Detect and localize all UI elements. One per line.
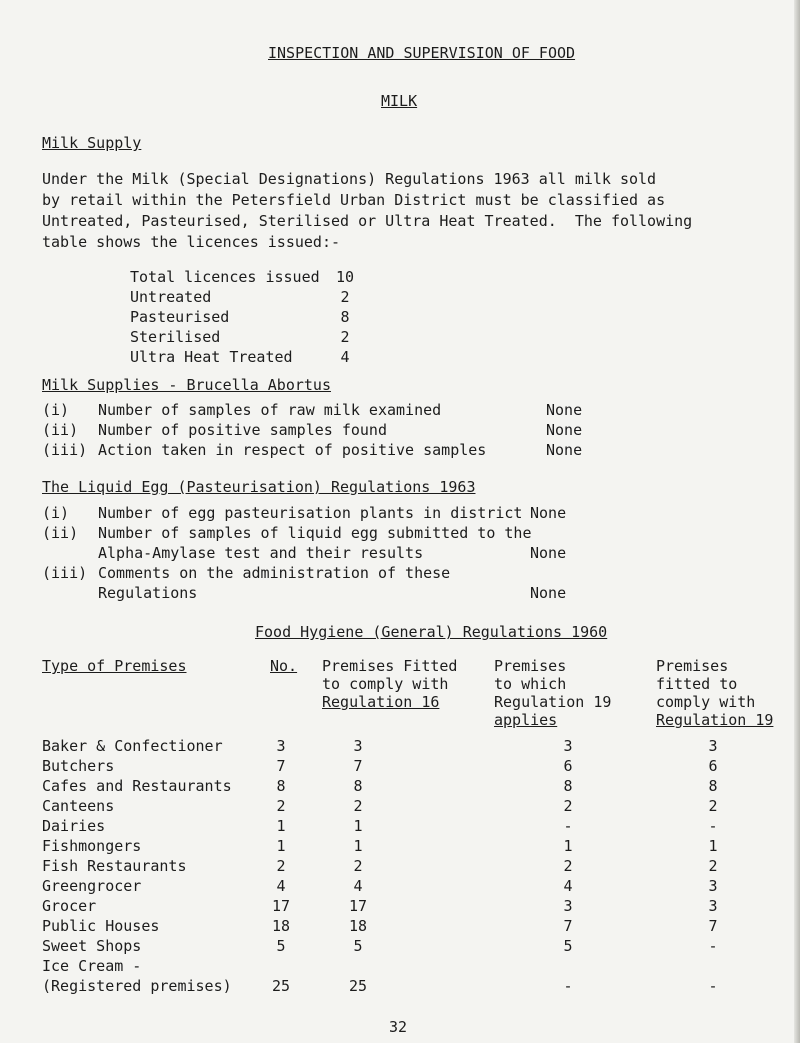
page-edge xyxy=(794,0,800,1043)
table-cell-fitted: 4 xyxy=(353,877,363,895)
list-text: Number of samples of raw milk examined xyxy=(98,401,442,419)
list-text: Alpha-Amylase test and their results xyxy=(98,544,424,562)
brucella-heading: Milk Supplies - Brucella Abortus xyxy=(42,376,331,394)
table-cell-fitted19: - xyxy=(708,817,718,835)
table-cell-applies: 2 xyxy=(563,797,573,815)
table-header-fitted19: Premises xyxy=(656,657,729,675)
list-text: Number of positive samples found xyxy=(98,421,387,439)
list-number: (ii) xyxy=(42,421,79,439)
table-cell-fitted: 25 xyxy=(348,977,368,995)
milk-supply-para-line: by retail within the Petersfield Urban District must be classified as xyxy=(42,191,666,209)
table-cell-type: (Registered premises) xyxy=(42,977,232,995)
table-cell-fitted: 17 xyxy=(348,897,368,915)
table-cell-fitted: 1 xyxy=(353,817,363,835)
table-cell-applies: 7 xyxy=(563,917,573,935)
list-text: Number of egg pasteurisation plants in district xyxy=(98,504,523,522)
table-cell-fitted: 7 xyxy=(353,757,363,775)
table-cell-type: Fish Restaurants xyxy=(42,857,187,875)
list-number: (i) xyxy=(42,504,70,522)
table-header-fitted19: fitted to xyxy=(656,675,738,693)
table-cell-applies: 8 xyxy=(563,777,573,795)
list-value: None xyxy=(530,504,567,522)
table-cell-applies: 4 xyxy=(563,877,573,895)
table-header-fitted: to comply with xyxy=(322,675,449,693)
table-cell-type: Ice Cream - xyxy=(42,957,142,975)
table-cell-type: Sweet Shops xyxy=(42,937,142,955)
table-cell-no: 1 xyxy=(276,817,286,835)
table-header-applies: applies xyxy=(494,711,558,729)
licence-value: 2 xyxy=(340,288,350,306)
table-header-no: No. xyxy=(270,657,298,675)
table-cell-applies: 5 xyxy=(563,937,573,955)
page-title: INSPECTION AND SUPERVISION OF FOOD xyxy=(268,44,576,62)
table-cell-fitted19: - xyxy=(708,977,718,995)
table-cell-no: 7 xyxy=(276,757,286,775)
licence-label: Pasteurised xyxy=(130,308,230,326)
licence-label: Untreated xyxy=(130,288,212,306)
table-cell-fitted19: - xyxy=(708,937,718,955)
table-cell-type: Grocer xyxy=(42,897,97,915)
table-cell-fitted19: 2 xyxy=(708,797,718,815)
table-cell-no: 2 xyxy=(276,797,286,815)
list-number: (i) xyxy=(42,401,70,419)
page-number: 32 xyxy=(388,1018,408,1036)
table-cell-applies: 2 xyxy=(563,857,573,875)
table-cell-type: Baker & Confectioner xyxy=(42,737,223,755)
table-cell-type: Canteens xyxy=(42,797,115,815)
food-hygiene-heading: Food Hygiene (General) Regulations 1960 xyxy=(255,623,608,641)
table-header-applies: to which xyxy=(494,675,567,693)
table-cell-fitted: 2 xyxy=(353,857,363,875)
table-cell-no: 17 xyxy=(271,897,291,915)
table-cell-fitted19: 8 xyxy=(708,777,718,795)
table-cell-no: 5 xyxy=(276,937,286,955)
table-cell-fitted19: 1 xyxy=(708,837,718,855)
list-number: (ii) xyxy=(42,524,79,542)
licence-value: 8 xyxy=(340,308,350,326)
egg-heading: The Liquid Egg (Pasteurisation) Regulations 1963 xyxy=(42,478,476,496)
table-cell-type: Cafes and Restaurants xyxy=(42,777,232,795)
table-cell-applies: - xyxy=(563,817,573,835)
milk-supply-heading: Milk Supply xyxy=(42,134,142,152)
table-cell-fitted: 3 xyxy=(353,737,363,755)
section-title-milk: MILK xyxy=(381,92,418,110)
table-cell-type: Public Houses xyxy=(42,917,160,935)
table-cell-type: Greengrocer xyxy=(42,877,142,895)
table-cell-fitted: 5 xyxy=(353,937,363,955)
table-cell-fitted19: 3 xyxy=(708,877,718,895)
list-number: (iii) xyxy=(42,564,88,582)
table-header-applies: Regulation 19 xyxy=(494,693,612,711)
list-text: Action taken in respect of positive samples xyxy=(98,441,487,459)
licence-label: Total licences issued xyxy=(130,268,320,286)
milk-supply-para-line: Untreated, Pasteurised, Sterilised or Ultra Heat Treated. The following xyxy=(42,212,693,230)
table-cell-applies: 6 xyxy=(563,757,573,775)
licence-label: Sterilised xyxy=(130,328,221,346)
list-value: None xyxy=(530,544,567,562)
table-cell-no: 3 xyxy=(276,737,286,755)
list-number: (iii) xyxy=(42,441,88,459)
list-text: Number of samples of liquid egg submitted to the xyxy=(98,524,532,542)
list-value: None xyxy=(530,584,567,602)
milk-supply-para-line: Under the Milk (Special Designations) Regulations 1963 all milk sold xyxy=(42,170,657,188)
list-text: Regulations xyxy=(98,584,198,602)
table-cell-no: 2 xyxy=(276,857,286,875)
table-cell-no: 8 xyxy=(276,777,286,795)
list-value: None xyxy=(546,421,583,439)
table-cell-no: 1 xyxy=(276,837,286,855)
list-value: None xyxy=(546,441,583,459)
table-header-fitted19: Regulation 19 xyxy=(656,711,774,729)
licence-label: Ultra Heat Treated xyxy=(130,348,293,366)
table-cell-fitted19: 7 xyxy=(708,917,718,935)
table-cell-fitted: 18 xyxy=(348,917,368,935)
table-cell-applies: 1 xyxy=(563,837,573,855)
table-header-fitted19: comply with xyxy=(656,693,756,711)
list-value: None xyxy=(546,401,583,419)
table-cell-type: Fishmongers xyxy=(42,837,142,855)
table-cell-applies: 3 xyxy=(563,737,573,755)
licence-value: 2 xyxy=(340,328,350,346)
table-cell-applies: 3 xyxy=(563,897,573,915)
table-cell-no: 25 xyxy=(271,977,291,995)
licence-value: 10 xyxy=(335,268,355,286)
table-header-fitted: Regulation 16 xyxy=(322,693,440,711)
table-cell-fitted19: 3 xyxy=(708,737,718,755)
milk-supply-para-line: table shows the licences issued:- xyxy=(42,233,341,251)
table-cell-fitted: 1 xyxy=(353,837,363,855)
list-text: Comments on the administration of these xyxy=(98,564,451,582)
table-header-fitted: Premises Fitted xyxy=(322,657,458,675)
table-cell-applies: - xyxy=(563,977,573,995)
table-cell-type: Butchers xyxy=(42,757,115,775)
table-cell-fitted: 2 xyxy=(353,797,363,815)
table-cell-fitted19: 3 xyxy=(708,897,718,915)
table-cell-type: Dairies xyxy=(42,817,106,835)
table-cell-fitted19: 2 xyxy=(708,857,718,875)
table-header-applies: Premises xyxy=(494,657,567,675)
licence-value: 4 xyxy=(340,348,350,366)
table-cell-no: 18 xyxy=(271,917,291,935)
table-cell-no: 4 xyxy=(276,877,286,895)
table-header-type: Type of Premises xyxy=(42,657,187,675)
table-cell-fitted19: 6 xyxy=(708,757,718,775)
table-cell-fitted: 8 xyxy=(353,777,363,795)
